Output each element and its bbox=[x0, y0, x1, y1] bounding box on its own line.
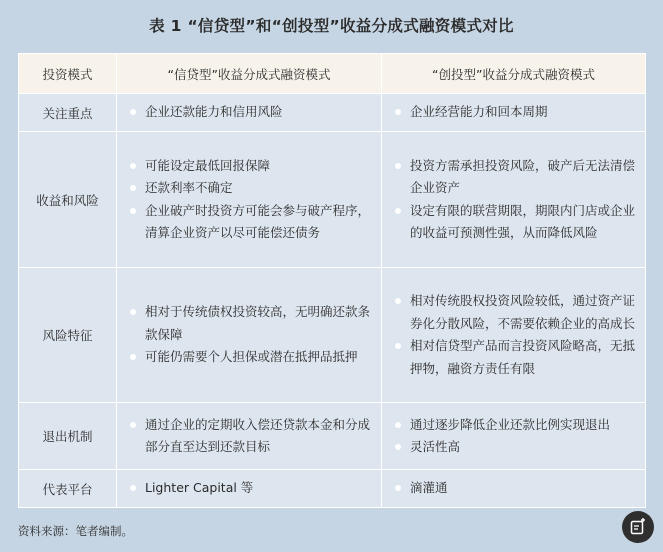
bullet-item: Lighter Capital 等 bbox=[129, 477, 373, 500]
credit-cell bbox=[117, 403, 382, 470]
bullet-item: 相对信贷型产品而言投资风险略高，无抵押物，融资方责任有限 bbox=[394, 335, 637, 380]
table-row bbox=[19, 132, 646, 268]
credit-cell bbox=[117, 94, 382, 132]
bullet-item: 灵活性高 bbox=[394, 436, 637, 459]
bullet-item: 滴灌通 bbox=[394, 477, 637, 500]
bullet-item: 可能仍需要个人担保或潜在抵押品抵押 bbox=[129, 346, 373, 369]
comparison-table bbox=[18, 53, 646, 508]
bullet-item: 相对于传统债权投资较高，无明确还款条款保障 bbox=[129, 301, 373, 346]
bullet-item: 通过企业的定期收入偿还贷款本金和分成部分直至达到还款目标 bbox=[129, 414, 373, 459]
table-row bbox=[19, 94, 646, 132]
bullet-item: 通过逐步降低企业还款比例实现退出 bbox=[394, 414, 637, 437]
bullet-item: 可能设定最低回报保障 bbox=[129, 155, 373, 178]
table-row bbox=[19, 403, 646, 470]
row-label: 风险特征 bbox=[19, 268, 117, 403]
edit-note-icon bbox=[629, 518, 647, 536]
bullet-item: 投资方需承担投资风险，破产后无法清偿企业资产 bbox=[394, 155, 637, 200]
credit-cell bbox=[117, 470, 382, 508]
table-row bbox=[19, 470, 646, 508]
edit-note-button[interactable] bbox=[622, 511, 654, 543]
row-label: 退出机制 bbox=[19, 403, 117, 470]
venture-cell bbox=[382, 132, 646, 268]
bullet-item: 还款利率不确定 bbox=[129, 177, 373, 200]
table-title: 表 1 “信贷型”和“创投型”收益分成式融资模式对比 bbox=[149, 17, 514, 35]
bullet-item: 设定有限的联营期限，期限内门店或企业的收益可预测性强，从而降低风险 bbox=[394, 200, 637, 245]
credit-cell bbox=[117, 132, 382, 268]
bullet-item: 企业破产时投资方可能会参与破产程序，清算企业资产以尽可能偿还债务 bbox=[129, 200, 373, 245]
bullet-item: 企业经营能力和回本周期 bbox=[394, 101, 637, 124]
venture-cell bbox=[382, 403, 646, 470]
venture-cell bbox=[382, 268, 646, 403]
row-label: 代表平台 bbox=[19, 470, 117, 508]
table-row bbox=[19, 268, 646, 403]
row-label: 关注重点 bbox=[19, 94, 117, 132]
header-row bbox=[19, 54, 646, 94]
header-venture: “创投型”收益分成式融资模式 bbox=[382, 54, 646, 94]
venture-cell bbox=[382, 470, 646, 508]
venture-cell bbox=[382, 94, 646, 132]
bullet-item: 企业还款能力和信用风险 bbox=[129, 101, 373, 124]
header-mode: 投资模式 bbox=[19, 54, 117, 94]
row-label: 收益和风险 bbox=[19, 132, 117, 268]
header-credit: “信贷型”收益分成式融资模式 bbox=[117, 54, 382, 94]
bullet-item: 相对传统股权投资风险较低，通过资产证券化分散风险，不需要依赖企业的高成长 bbox=[394, 290, 637, 335]
source-note: 资料来源：笔者编制。 bbox=[18, 524, 133, 538]
credit-cell bbox=[117, 268, 382, 403]
